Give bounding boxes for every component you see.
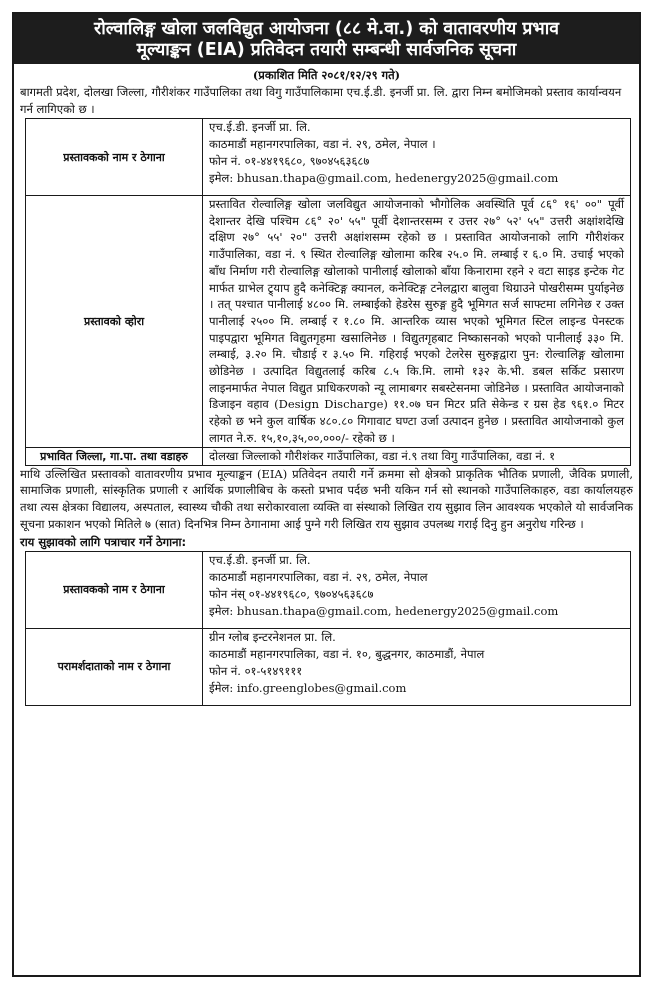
intro-paragraph: बागमती प्रदेश, दोलखा जिल्ला, गौरीशंकर गाउँपालिका तथा विगु गाउँपालिकामा एच.ई.डी. इनर्जी प्रा. लि. द्वारा निम्न बमोजिमको प्रस्ताव कार्यान्वयन गर्न लागिएको छ । [20,85,622,116]
proponent-label: प्रस्तावकको नाम र ठेगाना [26,551,203,628]
public-notice [12,12,641,977]
correspondence-table [25,551,631,706]
table-row [26,119,631,196]
proposal-details-table [25,118,631,466]
notice-title-line-2: मूल्याङ्कन (EIA) प्रतिवेदन तयारी सम्बन्धी सार्वजनिक सूचना [136,40,517,60]
table-row [26,628,631,705]
table-row [26,551,631,628]
affected-areas-label: प्रभावित जिल्ला, गा.पा. तथा वडाहरु [26,447,203,465]
proponent-details [203,119,631,196]
correspondence-heading: राय सुझावको लागि पत्राचार गर्ने ठेगाना: [20,534,187,549]
consultant-label: परामर्शदाताको नाम र ठेगाना [26,628,203,705]
affected-areas: दोलखा जिल्लाको गौरीशंकर गाउँपालिका, वडा नं.९ तथा विगु गाउँपालिका, वडा नं. १ [203,447,631,465]
proponent-phone: फोन नंस् ०१-४४१९६८०, ९७०४५६३६८७ [209,586,374,601]
consultant-phone: फोन नं. ०१-५१४९१११ [209,663,303,678]
description-label: प्रस्तावको व्होरा [26,196,203,448]
consultant-address: काठमाडौं महानगरपालिका, वडा नं. १०, बुद्धनगर, काठमाडौं, नेपाल [209,646,485,661]
notice-title-banner [14,14,639,64]
proponent-company: एच.ई.डी. इनर्जी प्रा. लि. [209,552,311,567]
notice-title-line-1: रोल्वालिङ्ग खोला जलविद्युत आयोजना (८८ मे.वा.) को वातावरणीय प्रभाव [94,19,559,39]
proponent-label: प्रस्तावकको नाम र ठेगाना [26,119,203,196]
table-row [26,447,631,465]
consultant-company: ग्रीन ग्लोब इन्टरनेशनल प्रा. लि. [209,629,336,644]
proponent-company: एच.ई.डी. इनर्जी प्रा. लि. [209,120,311,134]
request-paragraph: माथि उल्लिखित प्रस्तावको वातावरणीय प्रभाव मूल्याङ्कन (EIA) प्रतिवेदन तयारी गर्ने क्रममा सो क्षेत्रको प्राकृतिक भौतिक प्रणाली, जैविक प्रणाली, सामाजिक प्रणाली, सांस्कृतिक प्रणाली र आर्थिक प्रणालीबिच के कस्तो प्रभाव पर्दछ भनी यकिन गर्न सो स्थानको गाउँपालिकाहरु, वडा कार्यालयहरु तथा त्यस क्षेत्रका विद्यालय, अस्पताल, स्वास्थ्य चौकी तथा सरोकारवाला व्यक्ति वा संस्थाको लिखित राय सुझाव लिन आवश्यक भएकोले यो सार्वजनिक सूचना प्रकाशन भएको मितिले ७ (सात) दिनभित्र निम्न ठेगानामा आई पुग्ने गरी लिखित राय सुझाव उपलब्ध गराई दिनु हुन अनुरोध गरिन्छ । [20,466,633,531]
consultant-email: ईमेल: info.greenglobes@gmail.com [209,680,407,695]
proponent-email: इमेल: bhusan.thapa@gmail.com, hedenergy2025@gmail.com [209,603,559,618]
published-date: (प्रकाशित मिति २०८१/१२/२९ गते) [252,68,401,82]
proposal-description: प्रस्तावित रोल्वालिङ्ग खोला जलविद्युत आयोजनाको भौगोलिक अवस्थिति पूर्व ८६° १६' ००" पूर्वी देशान्तर देखि पश्चिम ८६° २०' ५५" पूर्वी देशान्तरसम्म र उत्तर २७° ५२' ५५" उत्तरी अक्षांशदेखि दक्षिण २७° ५५' २०" उत्तरी अक्षांशसम्म रहेको छ । प्रस्तावित आयोजनाको लागि गौरीशंकर गाउँपालिका, वडा नं. ९ स्थित रोल्वालिङ्ग खोलामा करिब २५.० मि. लम्बाई र ६.० मि. उचाई भएको बाँध निर्माण गरी रोल्वालिङ्ग खोलाको पानीलाई खोलाको बाँया किनारामा रहने २ वटा साइड इन्टेक गेट मार्फत ग्राभेल ट्र्याप हुदै कनेक्टिङ्ग क्यानल, कनेक्टिङ्ग टनेलद्वारा बालुवा थिग्राउने पोखरीसम्म पुर्याइनेछ । तत् पश्चात पानीलाई ४८०० मि. लम्बाईको हेडरेस सुरुङ्ग हुदै भूमिगत सर्ज साफ्टमा लगिनेछ र उक्त पानीलाई २५०० मि. लम्बाई र १.८० मि. आन्तरिक व्यास भएको भूमिगत स्टिल लाइन्ड पेनस्टक पाइपद्वारा भूमिगत विद्युतगृहमा खसालिनेछ । विद्युतगृहबाट निष्कासनको भएको पानीलाई ३३० मि. लम्बाई, ३.२० मि. चौडाई र ३.५० मि. गहिराई भएको टेलरेस सुरुङ्गद्वारा पुन: रोल्वालिङ्ग खोलामा छोडिनेछ । उत्पादित विद्युतलाई करिब ८.५ कि.मि. लामो १३२ के.भी. डबल सर्किट प्रसारण लाइनमार्फत नेपाल विद्युत प्राधिकरणको न्यू लामाबगर सबस्टेसनमा जोडिनेछ । प्रस्तावित आयोजनाको डिजाइन वहाव (Design Discharge) ११.०७ घन मिटर प्रति सेकेन्ड र ग्रस हेड ९६१.० मिटर रहेको छ भने कुल वार्षिक ४८०.८० गिगावाट घण्टा उर्जा उत्पादन हुनेछ । प्रस्तावित आयोजनाको कुल लागत ने.रु. १५,१०,३५,००,०००/- रहेको छ । [203,196,631,448]
proponent-contact [203,551,631,628]
table-row [26,196,631,448]
consultant-contact [203,628,631,705]
proponent-address: काठमाडौं महानगरपालिका, वडा नं. २९, ठमेल, नेपाल [209,569,428,584]
proponent-email: इमेल: bhusan.thapa@gmail.com, hedenergy2025@gmail.com [209,171,559,185]
proponent-address: काठमाडौं महानगरपालिका, वडा नं. २९, ठमेल, नेपाल । [209,137,436,151]
proponent-phone: फोन नं. ०१-४४१९६८०, ९७०४५६३६८७ [209,154,370,168]
